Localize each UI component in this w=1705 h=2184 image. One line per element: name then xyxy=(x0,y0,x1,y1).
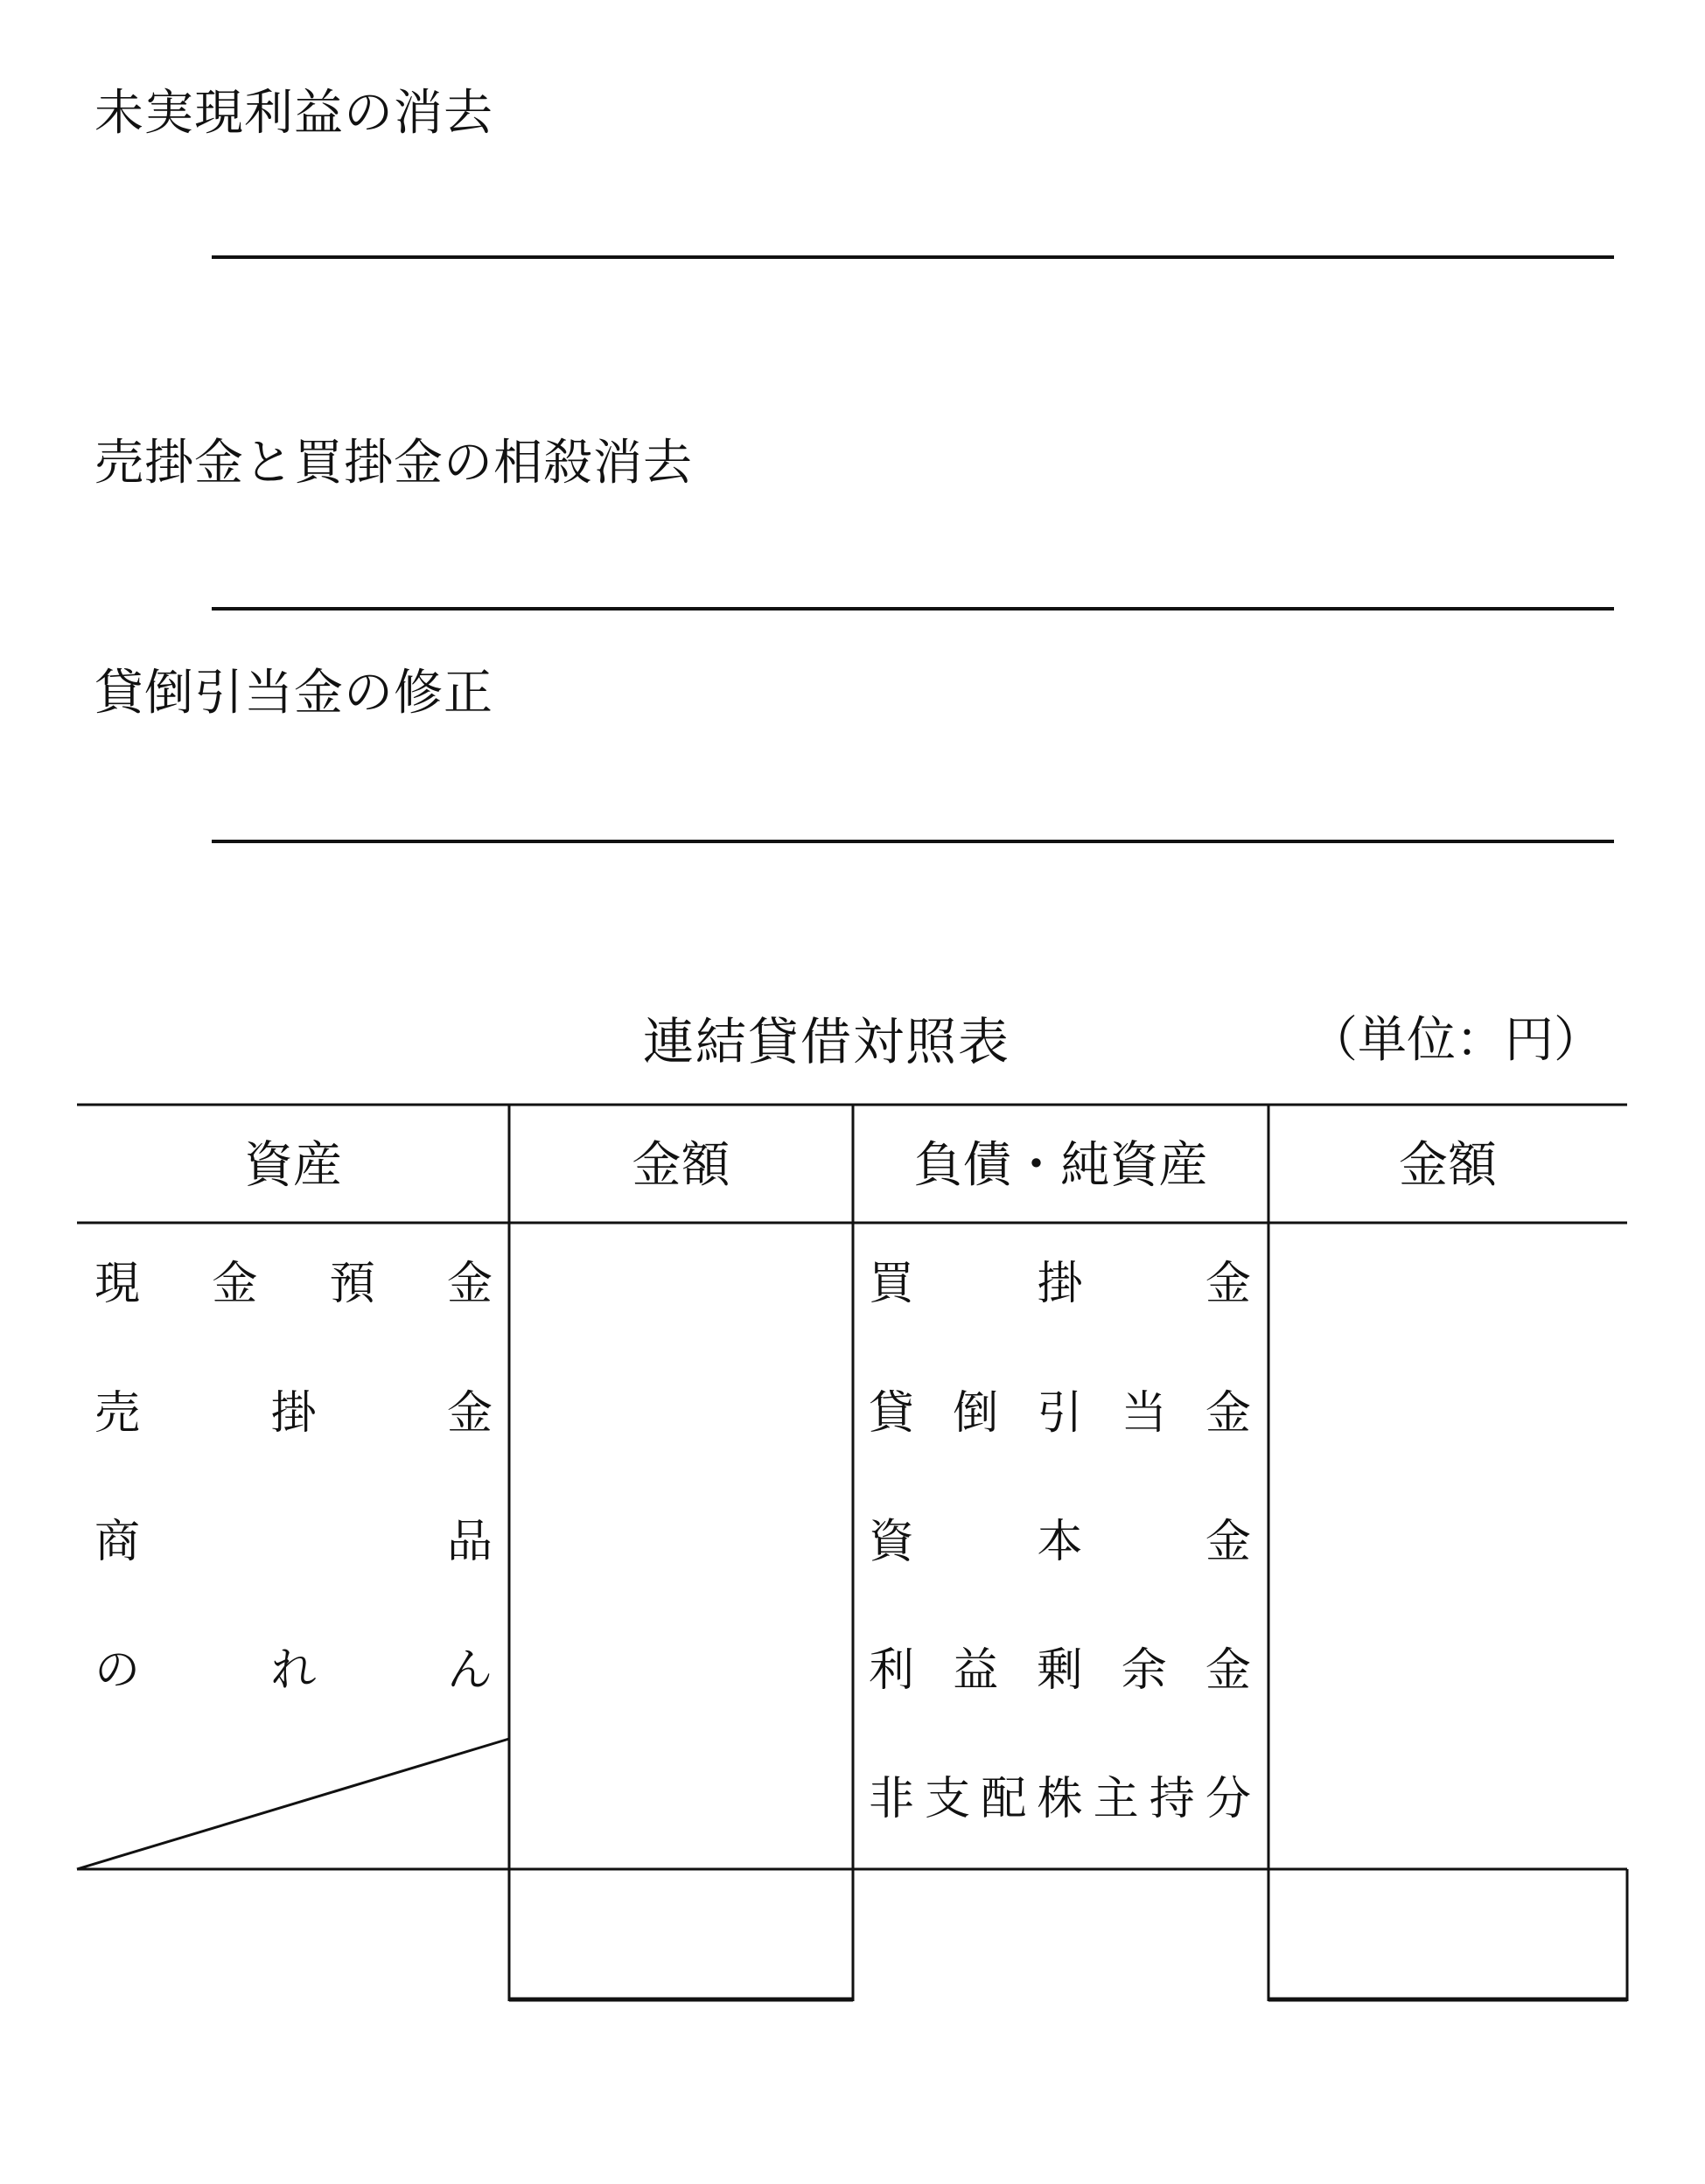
asset-char: の xyxy=(94,1644,141,1697)
asset-char: 掛 xyxy=(270,1387,317,1440)
heading-allowance-correction: 貸倒引当金の修正 xyxy=(94,665,493,722)
liability-char: 本 xyxy=(1037,1516,1083,1568)
liability-item-capital-stock xyxy=(869,1511,1251,1573)
asset-item-accounts-receivable xyxy=(94,1383,493,1444)
asset-char: 売 xyxy=(94,1387,141,1440)
liability-char: 金 xyxy=(1205,1516,1251,1568)
asset-item-cash-deposits xyxy=(94,1253,493,1315)
liability-char: 株 xyxy=(1037,1773,1083,1825)
liability-char: 金 xyxy=(1205,1387,1251,1440)
liability-char: 買 xyxy=(869,1258,915,1310)
header-liabilities-amount: 金額 xyxy=(1399,1137,1497,1194)
liability-char: 金 xyxy=(1205,1644,1251,1697)
liability-char: 剰 xyxy=(1037,1644,1083,1697)
liability-char: 貸 xyxy=(869,1387,915,1440)
liability-char: 非 xyxy=(869,1773,915,1825)
header-assets-amount: 金額 xyxy=(632,1137,730,1194)
asset-char: 品 xyxy=(446,1516,493,1568)
asset-char: 預 xyxy=(329,1258,375,1310)
liability-item-non-controlling-interests xyxy=(869,1769,1251,1830)
liability-item-retained-earnings xyxy=(869,1640,1251,1701)
liability-char: 分 xyxy=(1205,1773,1251,1825)
liability-item-allowance xyxy=(869,1383,1251,1444)
header-assets: 資産 xyxy=(244,1137,342,1194)
liability-char: 資 xyxy=(869,1516,915,1568)
heading-receivable-payable-offset: 売掛金と買掛金の相殺消去 xyxy=(94,435,693,492)
liability-char: 金 xyxy=(1205,1258,1251,1310)
asset-char: 金 xyxy=(212,1258,258,1310)
liability-item-accounts-payable xyxy=(869,1253,1251,1315)
asset-char: 金 xyxy=(446,1258,493,1310)
asset-char: 金 xyxy=(446,1387,493,1440)
liability-char: 掛 xyxy=(1037,1258,1083,1310)
liability-char: 益 xyxy=(953,1644,999,1697)
liability-char: 当 xyxy=(1121,1387,1167,1440)
balance-sheet-title: 連結貸借対照表 xyxy=(643,1012,1011,1071)
liability-char: 持 xyxy=(1149,1773,1195,1825)
header-liabilities-equity: 負債・純資産 xyxy=(913,1137,1208,1194)
asset-item-goodwill xyxy=(94,1640,493,1701)
liability-char: 倒 xyxy=(953,1387,999,1440)
liability-char: 引 xyxy=(1037,1387,1083,1440)
liability-char: 支 xyxy=(925,1773,971,1825)
liability-char: 余 xyxy=(1121,1644,1167,1697)
balance-sheet-unit: （単位：円） xyxy=(1309,1012,1603,1069)
asset-char: れ xyxy=(270,1644,317,1697)
asset-item-merchandise xyxy=(94,1511,493,1573)
asset-char: ん xyxy=(446,1644,493,1697)
liability-char: 配 xyxy=(981,1773,1027,1825)
heading-unrealized-profit: 未実現利益の消去 xyxy=(94,85,493,142)
asset-char: 現 xyxy=(94,1258,141,1310)
liability-char: 利 xyxy=(869,1644,915,1697)
asset-char: 商 xyxy=(94,1516,141,1568)
liability-char: 主 xyxy=(1093,1773,1139,1825)
